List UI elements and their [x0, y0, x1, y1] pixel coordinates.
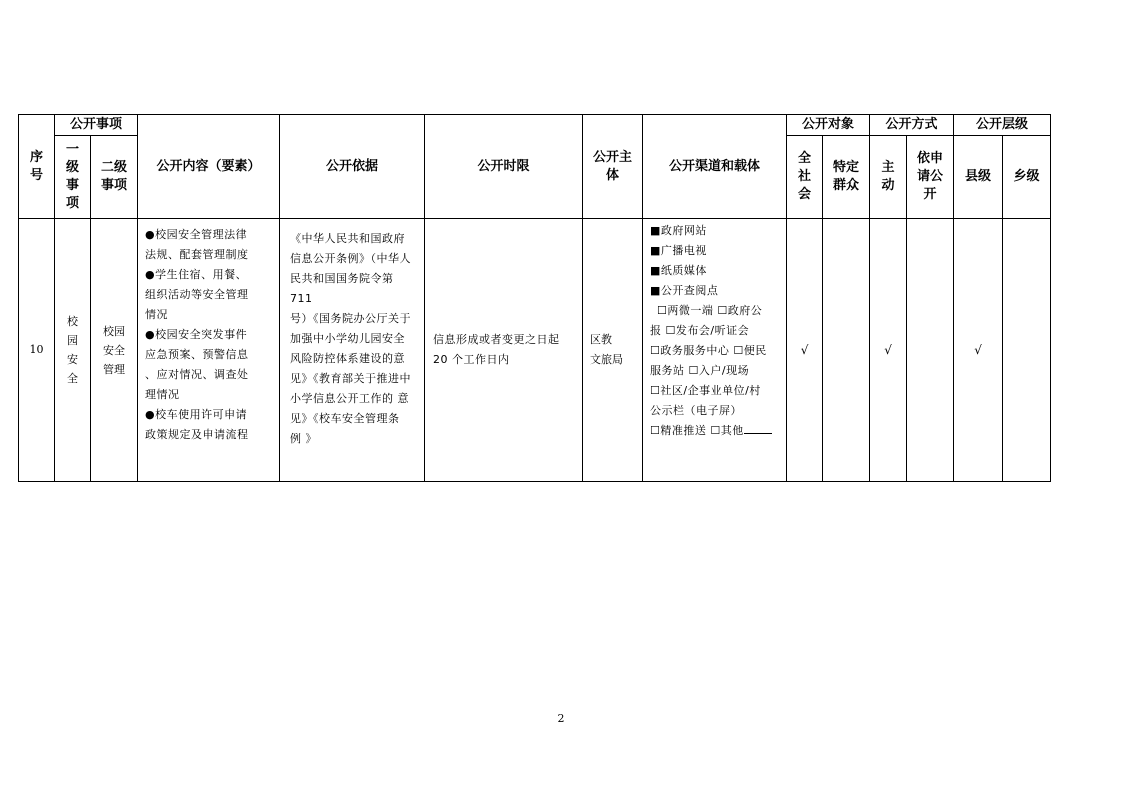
basis-line: 小学信息公开工作的 意: [290, 392, 410, 405]
cell-level-county: √: [954, 219, 1003, 482]
subject-line: 区教: [590, 333, 613, 346]
channel-option: ☐政务服务中心 ☐便民: [650, 344, 767, 357]
basis-line: 信息公开条例》（中华人: [290, 252, 412, 265]
content-line: 应急预案、预警信息: [145, 348, 249, 361]
basis-line: 号）《国务院办公厅关于: [290, 312, 412, 325]
channel-option-last: [650, 421, 782, 441]
cell-method-active: √: [870, 219, 907, 482]
basis-line: 风险防控体系建设的意: [290, 352, 406, 365]
header-level-group: 公开层级: [954, 115, 1051, 136]
header-method-active: 主动: [870, 136, 907, 219]
content-line: ●校园安全管理法律: [145, 228, 248, 241]
table-row: [19, 219, 1051, 482]
header-subject: 公开主体: [583, 115, 643, 219]
basis-line: 《中华人民共和国政府: [290, 232, 406, 245]
content-line: 、应对情况、调查处: [145, 368, 249, 381]
cell-subject: [583, 219, 643, 482]
channel-option: ■广播电视: [650, 244, 707, 257]
cell-item-l1: 校园安全: [55, 219, 91, 482]
channel-option: 公示栏（电子屏）: [650, 404, 743, 417]
time-line: 信息形成或者变更之日起: [433, 333, 560, 346]
header-channel: 公开渠道和载体: [643, 115, 787, 219]
header-level-town: 乡级: [1003, 136, 1051, 219]
content-line: 组织活动等安全管理: [145, 288, 249, 301]
content-line: 法规、配套管理制度: [145, 248, 249, 261]
cell-level-town: [1003, 219, 1051, 482]
header-target-all: 全社会: [787, 136, 823, 219]
channel-option: ☐精准推送 ☐其他: [650, 424, 744, 437]
header-content: 公开内容（要素）: [138, 115, 280, 219]
disclosure-table: [18, 114, 1051, 482]
basis-line: 民共和国国务院令第 711: [290, 272, 394, 305]
channel-option: ■纸质媒体: [650, 264, 707, 277]
header-item-group: 公开事项: [55, 115, 138, 136]
header-item-l1: 一级事项: [55, 136, 91, 219]
page-number: 2: [557, 712, 565, 725]
basis-line: 见》《教育部关于推进中: [290, 372, 412, 385]
header-basis: 公开依据: [280, 115, 425, 219]
content-line: ●校车使用许可申请: [145, 408, 248, 421]
time-line: 20 个工作日内: [433, 353, 510, 366]
header-seq: 序号: [19, 115, 55, 219]
cell-item-l2: 校园安全管理: [91, 219, 138, 482]
channel-option: 服务站 ☐入户/现场: [650, 364, 750, 377]
header-method-group: 公开方式: [870, 115, 954, 136]
content-line: ●学生住宿、用餐、: [145, 268, 248, 281]
basis-line: 见》《校车安全管理条: [290, 412, 400, 425]
cell-basis: [280, 219, 425, 482]
channel-option: ■公开查阅点: [650, 284, 719, 297]
content-line: 理情况: [145, 388, 180, 401]
content-line: 情况: [145, 308, 169, 321]
channel-option: ■政府网站: [650, 224, 707, 237]
header-method-apply: 依申请公开: [907, 136, 954, 219]
content-line: ●校园安全突发事件: [145, 328, 248, 341]
header-target-group: 公开对象: [787, 115, 870, 136]
cell-channel: [643, 219, 787, 482]
cell-time-limit: [425, 219, 583, 482]
header-item-l2: 二级事项: [91, 136, 138, 219]
header-level-county: 县级: [954, 136, 1003, 219]
channel-option: ☐社区/企事业单位/村: [650, 384, 761, 397]
basis-line: 加强中小学幼儿园安全: [290, 332, 406, 345]
cell-method-apply: [907, 219, 954, 482]
header-target-specific: 特定群众: [823, 136, 870, 219]
cell-target-all: √: [787, 219, 823, 482]
basis-line: 例 》: [290, 432, 318, 445]
cell-target-specific: [823, 219, 870, 482]
channel-option: ☐两微一端 ☐政府公: [657, 304, 763, 317]
cell-content: [138, 219, 280, 482]
fill-in-blank: [744, 421, 772, 434]
header-time-limit: 公开时限: [425, 115, 583, 219]
subject-line: 文旅局: [590, 353, 624, 366]
channel-option: 报 ☐发布会/听证会: [650, 324, 750, 337]
content-line: 政策规定及申请流程: [145, 428, 249, 441]
cell-seq: 10: [19, 219, 55, 482]
